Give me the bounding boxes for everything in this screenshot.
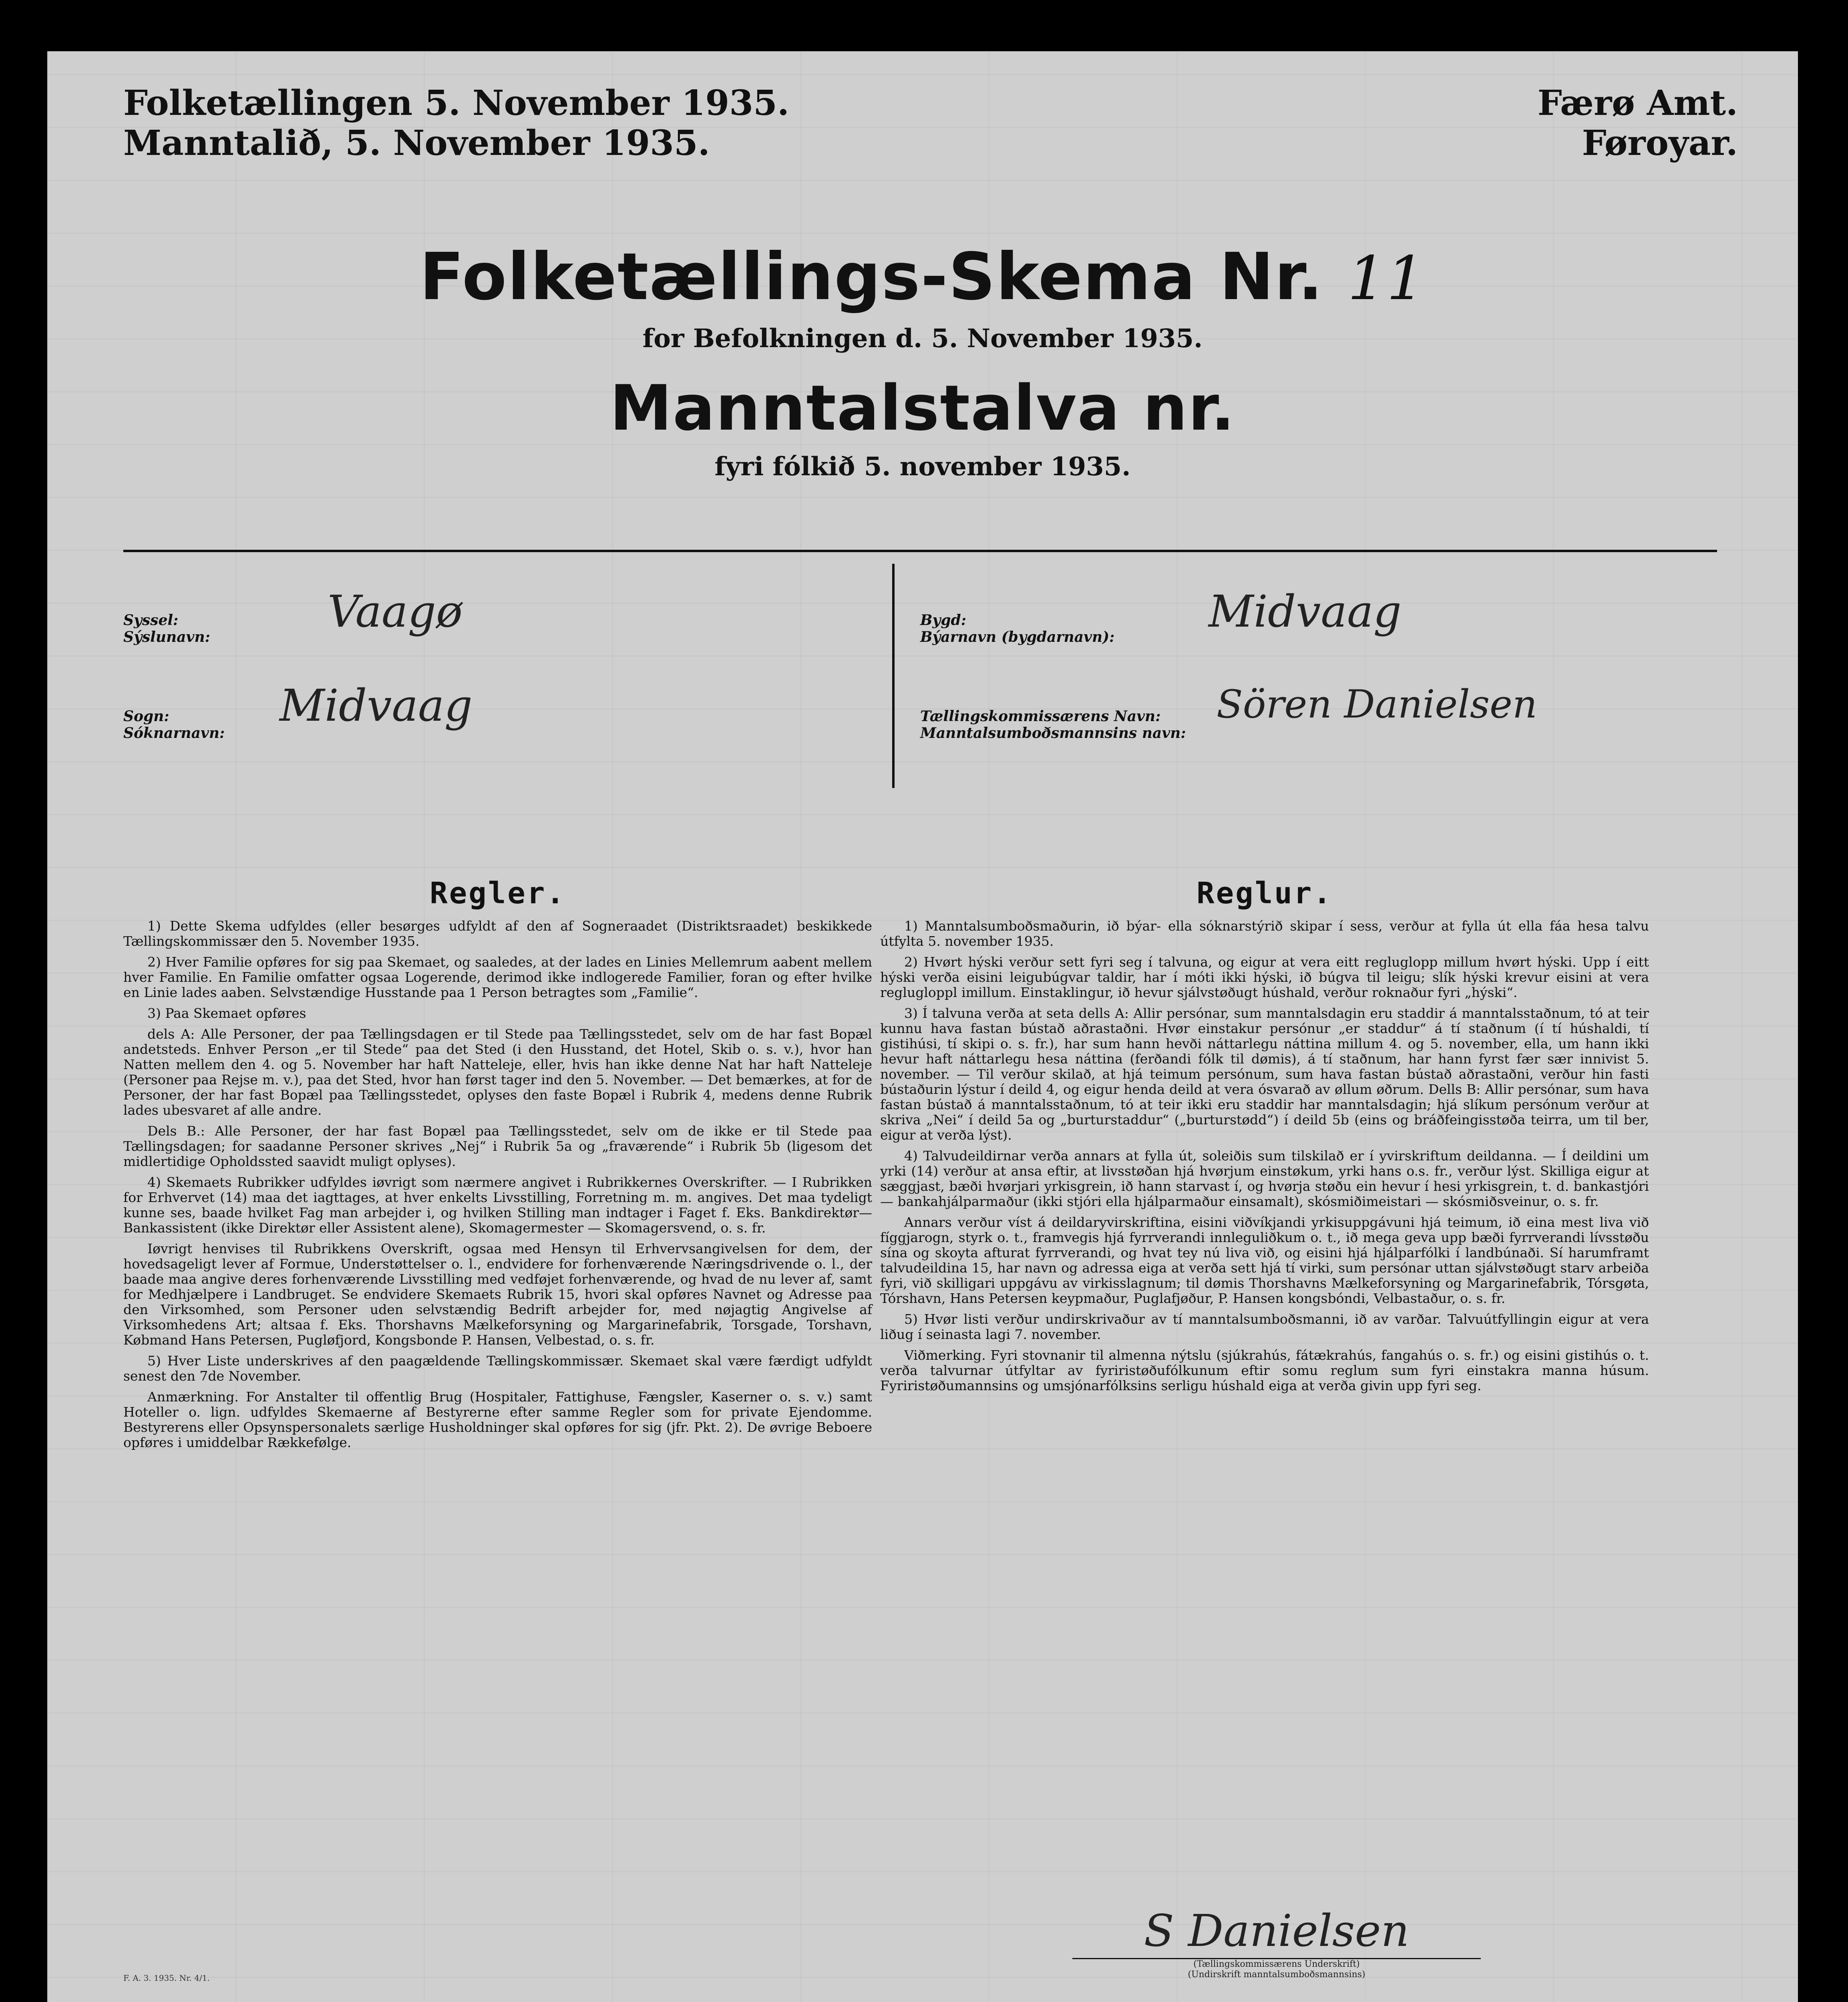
- rule-paragraph: 3) Paa Skemaet opføres: [147, 1005, 306, 1021]
- rule-paragraph: 5) Hvør listi verður undirskrivaður av tí manntalsumboðsmanni, ið av varðar. Talvuútfyllingin eigur at vera liðug í seinasta lagi 7. november.: [880, 1311, 1649, 1342]
- kommissaer-label: Tællingskommissærens Navn: Manntalsumboðsmannsins navn:: [920, 708, 1186, 742]
- fields-divider: [892, 564, 895, 788]
- header-right: [1538, 83, 1738, 163]
- rule-paragraph: 2) Hver Familie opføres for sig paa Skemaet, og saaledes, at der lades en Linies Mellemrum aabent mellem hver Familie. En Familie omfatter ogsaa Logerende, derimod ikke indlogerede Familier, foran og efter hvilke en Linie lades aaben. Selvstændige Husstande paa 1 Person betragtes som „Familie“.: [123, 954, 872, 1000]
- rule-paragraph: 1) Manntalsumboðsmaðurin, ið býar- ella sóknarstýrið skipar í sess, verður at fylla út ella fáa hesa talvu útfylta 5. november 1935.: [880, 918, 1649, 949]
- header-amt: Færø Amt.: [1537, 83, 1738, 123]
- sogn-value: Midvaag: [280, 680, 473, 731]
- header-divider: [123, 550, 1717, 552]
- form-title-text: Folketællings-Skema Nr.: [419, 239, 1324, 315]
- bygd-value: Midvaag: [1209, 586, 1402, 637]
- form-subtitle-danish: for Befolkningen d. 5. November 1935.: [642, 324, 1203, 354]
- signature: S Danielsen: [1144, 1905, 1410, 1956]
- form-title-faroese: Manntalstalva nr.: [609, 372, 1236, 444]
- form-number: 11: [1347, 244, 1426, 314]
- syssel-value: Vaagø: [328, 586, 463, 637]
- header-census-danish: Folketællingen 5. November 1935.: [123, 83, 789, 123]
- rule-paragraph: 5) Hver Liste underskrives af den paagældende Tællingskommissær. Skemaet skal være færdigt udfyldt senest den 7de November.: [123, 1353, 872, 1384]
- rule-paragraph: dels A: Alle Personer, der paa Tællingsdagen er til Stede paa Tællingsstedet, selv om de har fast Bopæl andetsteds. Enhver Person „er til Stede“ paa det Sted (i den Husstand, det Hotel, Skib o. s. v.), hvor han Natten mellem den 4. og 5. November har haft Natteleje, eller, hvis han ikke denne Nat har haft Natteleje (Personer paa Rejse m. v.), paa det Sted, hvor han først tager ind den 5. November. — Det bemærkes, at for de Personer, der har fast Bopæl paa Tællingsstedet, oplyses den faste Bopæl i Rubrik 4, medens denne Rubrik lades ubesvaret af alle andre.: [123, 1026, 872, 1118]
- rules-danish: [123, 876, 872, 1456]
- rule-paragraph: Iøvrigt henvises til Rubrikkens Overskrift, ogsaa med Hensyn til Erhvervsangivelsen for dem, der hovedsageligt lever af Formue, Understøttelser o. l., endvidere for forhenværende Næringsdrivende o. l., der baade maa angive deres forhenværende Livsstilling med vedføjet forhenværende, og hvad de nu lever af, samt for Medhjælpere i Landbruget. Se endvidere Skemaets Rubrik 15, hvori skal opføres Navnet og Adresse paa den Virksomhed, som Personer uden selvstændig Bedrift arbejder for, med nøjagtig Angivelse af Virksomhedens Art; altsaa f. Eks. Thorshavns Mælkeforsyning og Margarinefabrik, Torsgade, Torshavn, Købmand Hans Petersen, Pugløfjord, Kongsbonde P. Hansen, Velbestad, o. s. fr.: [123, 1241, 872, 1348]
- rule-paragraph: 4) Talvudeildirnar verða annars at fylla út, soleiðis sum tilskilað er í yvirskriftum deildanna. — Í deildini um yrki (14) verður at ansa eftir, at livsstøðan hjá hvørjum einstøkum, yrki hans o.s. fr., verður lýst. Skilliga eigur at sæggjast, bæði hvørjari yrkisgrein, ið hann starvast í, og hvørja støðu ein hevur í hesi yrkisgrein, t. d. bankastjóri — bankahjálparmaður (ikki stjóri ella hjálparmaður einsamalt), skósmiðimeistari — skósmiðsveinur, o. s. fr.: [880, 1148, 1649, 1209]
- form-subtitle-faroese: fyri fólkið 5. november 1935.: [714, 452, 1131, 482]
- rule-paragraph: 4) Skemaets Rubrikker udfyldes iøvrigt som nærmere angivet i Rubrikkernes Overskrifter. — I Rubrikken for Erhvervet (14) maa det iagttages, at hver enkelts Livsstilling, Forretning m. m. angives. Det maa tydeligt kunne ses, baade hvilket Fag man arbejder i, og hvilken Stilling man indtager i Faget f. Eks. Bankdirektør—Bankassistent (ikke Direktør eller Assistent alene), Skomagermester — Skomagersvend, o. s. fr.: [123, 1174, 872, 1236]
- rules-danish-heading: Regler.: [430, 876, 566, 911]
- rules-faroese: [880, 876, 1649, 1399]
- header-census-faroese: Manntalið, 5. November 1935.: [123, 123, 710, 163]
- census-form-page: [47, 51, 1798, 2002]
- syssel-label: Syssel: Sýslunavn:: [123, 612, 210, 645]
- form-title: [47, 239, 1798, 315]
- rule-paragraph: Anmærkning. For Anstalter til offentlig Brug (Hospitaler, Fattighuse, Fængsler, Kaserner o. s. v.) samt Hoteller o. lign. udfyldes Skemaerne af Bestyrerne efter samme Regler som for private Ejendomme. Bestyrerens eller Opsynspersonalets særlige Husholdninger skal opføres for sig (jfr. Pkt. 2). De øvrige Beboere opføres i umiddelbar Rækkefølge.: [123, 1389, 872, 1450]
- rule-paragraph: Viðmerking. Fyri stovnanir til almenna nýtslu (sjúkrahús, fátækrahús, fangahús o. s. fr.) og eisini gistihús o. t. verða talvurnar útfyltar av fyriristøðufólkunum eftir somu reglum sum fyri einstakra manna húsum. Fyriristøðumannsins og umsjónarfólksins serligu húshald eiga at verða givin upp fyri seg.: [880, 1347, 1649, 1393]
- rule-paragraph: 3) Í talvuna verða at seta dells A: Allir persónar, sum manntalsdagin eru staddir á manntalsstaðnum, tó at teir kunnu hava fastan bústað aðrastaðni. Hvør einstakur persónur „er staddur“ á tí staðnum (í tí húshaldi, tí gistihúsi, tí skipi o. s. fr.), har sum hann hevði náttarlegu náttina millum 4. og 5. november, ella, um hann ikki hevur haft náttarlegu hesa náttina (ferðandi fólk til dømis), á tí staðnum, har hann fyrst fær sær innivist 5. november. — Til verður skilað, at hjá teimum persónum, sum hava fastan bústað aðrastaðni, verður hin fasti bústaðurin lýstur í deild 4, og eigur henda deild at vera ósvarað av øllum øðrum. Dells B: Allir persónar, sum hava fastan bústað á manntalsstaðnum, tó at teir ikki eru staddir har manntalsdagin; hjá slíkum persónum verður at skriva „Nei“ í deild 5a og „burturstaddur“ („burturstødd“) í deild 5b (eins og bráðfeingisstøða teirra, um til ber, eigur at verða lýst).: [880, 1005, 1649, 1143]
- rule-paragraph: 1) Dette Skema udfyldes (eller besørges udfyldt af den af Sogneraadet (Distriktsraadet) beskikkede Tællingskommissær den 5. November 1935.: [123, 918, 872, 949]
- rules-faroese-heading: Reglur.: [1196, 876, 1333, 911]
- print-number: F. A. 3. 1935. Nr. 4/1.: [123, 1973, 210, 1983]
- header-left: [123, 83, 789, 163]
- header-foroyar: Føroyar.: [1582, 123, 1738, 163]
- rule-paragraph: Dels B.: Alle Personer, der har fast Bopæl paa Tællingsstedet, selv om de ikke er til Stede paa Tællingsdagen; for saadanne Personer skrives „Nej“ i Rubrik 5a og „fraværende“ i Rubrik 5b (ligesom det midlertidige Opholdssted saavidt muligt oplyses).: [123, 1123, 872, 1169]
- rule-paragraph: Annars verður víst á deildaryvirskriftina, eisini viðvíkjandi yrkisuppgávuni hjá teimum, ið eina mest liva við fíggjarogn, styrk o. t., framvegis hjá fyrrverandi innleguliðkum o. t., ið mega geva upp bæði fyrrverandi lívsstøðu sína og skoyta afturat fyrrverandi, og hvat tey nú liva við, og eisini hjá hjálparfólki í landbúnaði. Sí harumframt talvudeildina 15, har navn og adressa eiga at verða sett hjá tí virki, sum persónar uttan sjálvstøðugt starv arbeiða fyri, við skilligari uppgávu av virkisslagnum; til dømis Thorshavns Mælkeforsyning og Margarinefabrik, Tórsgøta, Tórshavn, Hans Petersen keypmaður, Puglafjøður, P. Hansen kongsbóndi, Velbastaður, o. s. fr.: [880, 1214, 1649, 1306]
- rule-paragraph: 2) Hvørt hýski verður sett fyri seg í talvuna, og eigur at vera eitt regluglopp millum hvørt hýski. Upp í eitt hýski verða eisini leigubúgvar taldir, har í móti ikki hýski, ið búgva til leigu; slík hýski krevur eisini at vera reglugloppl imillum. Einstaklingur, ið hevur sjálvstøðugt húshald, verður roknaður fyri „hýski“.: [880, 954, 1649, 1000]
- bygd-label: Bygd: Býarnavn (bygdarnavn):: [920, 612, 1115, 645]
- signature-caption: (Tællingskommissærens Underskrift) (Undirskrift manntalsumboðsmannsins): [1072, 1958, 1481, 1980]
- sogn-label: Sogn: Sóknarnavn:: [123, 708, 225, 742]
- signature-block: [1072, 1905, 1481, 1980]
- kommissaer-value: Sören Danielsen: [1217, 682, 1537, 727]
